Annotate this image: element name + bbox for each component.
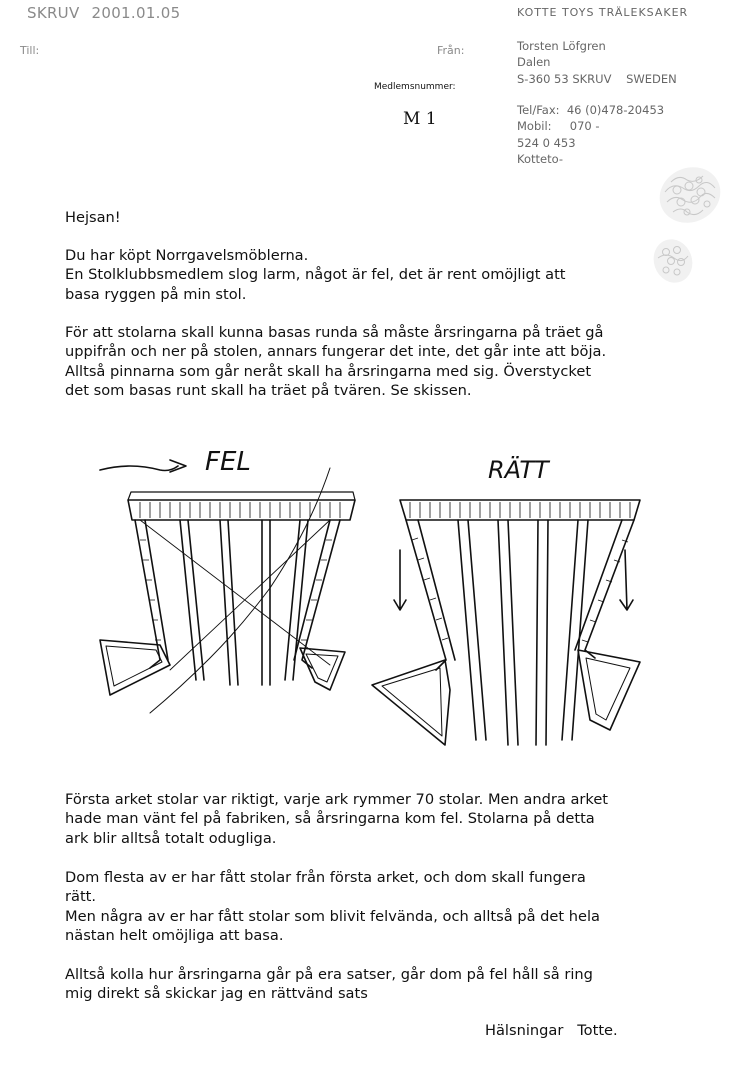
text-line: uppifrån och ner på stolen, annars fungerar det inte, det går inte att böja. <box>65 343 607 361</box>
text-line: Men några av er har fått stolar som blivit felvända, och alltså på det hela <box>65 907 600 925</box>
pinecone-logo-small <box>650 236 696 286</box>
date-text: 2001.01.05 <box>91 4 181 22</box>
label-fel: FEL <box>205 447 251 477</box>
greeting-line: Hejsan! <box>65 209 121 226</box>
label-ratt: RÄTT <box>488 456 549 484</box>
company-name: KOTTE TOYS TRÄLEKSAKER <box>517 6 689 19</box>
sender-telfax: Tel/Fax: 46 (0)478-20453 <box>517 103 665 117</box>
sender-postal: S-360 53 SKRUV SWEDEN <box>517 71 677 86</box>
sender-address <box>517 38 677 87</box>
sender-name: Torsten Löfgren <box>517 39 606 53</box>
paragraph-1 <box>65 246 566 304</box>
grain-hatching <box>140 502 630 642</box>
sketch-correct-orientation <box>372 500 640 745</box>
member-number-value: M 1 <box>403 109 437 129</box>
sender-mobile: Mobil: 070 - <box>517 119 600 134</box>
text-line: ark blir alltså totalt odugliga. <box>65 829 277 847</box>
chair-sketch <box>0 420 731 765</box>
place-text: SKRUV <box>27 4 80 22</box>
text-line: För att stolarna skall kunna basas runda så måste årsringarna på träet gå <box>65 324 604 341</box>
text-line: Du har köpt Norrgavelsmöblerna. <box>65 247 309 264</box>
sender-place: Dalen <box>517 55 551 70</box>
signature: Hälsningar Totte. <box>485 1022 618 1039</box>
text-line: En Stolklubbsmedlem slog larm, något är fel, det är rent omöjligt att <box>65 266 566 284</box>
text-line: hade man vänt fel på fabriken, så årsringarna kom fel. Stolarna på detta <box>65 810 595 828</box>
fran-label: Från: <box>437 44 465 57</box>
text-line: Dom flesta av er har fått stolar från första arket, och dom skall fungera <box>65 869 586 886</box>
paragraph-3 <box>65 790 608 848</box>
till-label: Till: <box>20 44 40 57</box>
sketch-labels <box>205 447 551 484</box>
place-date <box>27 4 192 22</box>
pinecone-logo-large <box>655 162 725 228</box>
paragraph-4 <box>65 868 600 946</box>
paragraph-5 <box>65 965 593 1004</box>
text-line: det som basas runt skall ha träet på tvären. Se skissen. <box>65 382 472 400</box>
sketch-wrong-orientation <box>100 460 355 713</box>
sender-contact <box>517 102 664 167</box>
text-line: basa ryggen på min stol. <box>65 285 247 303</box>
sender-mobile-cont: 524 0 453 <box>517 135 576 150</box>
text-line: rätt. <box>65 888 97 906</box>
member-number-label: Medlemsnummer: <box>374 82 456 92</box>
paragraph-2 <box>65 323 606 401</box>
text-line: nästan helt omöjliga att basa. <box>65 927 284 945</box>
letter-greeting <box>65 208 121 227</box>
text-line: Alltså pinnarna som går neråt skall ha årsringarna med sig. Överstycket <box>65 362 592 380</box>
text-line: mig direkt så skickar jag en rättvänd sats <box>65 985 368 1003</box>
sender-kotteto: Kotteto- <box>517 151 564 166</box>
text-line: Alltså kolla hur årsringarna går på era satser, går dom på fel håll så ring <box>65 966 593 983</box>
text-line: Första arket stolar var riktigt, varje ark rymmer 70 stolar. Men andra arket <box>65 791 609 808</box>
